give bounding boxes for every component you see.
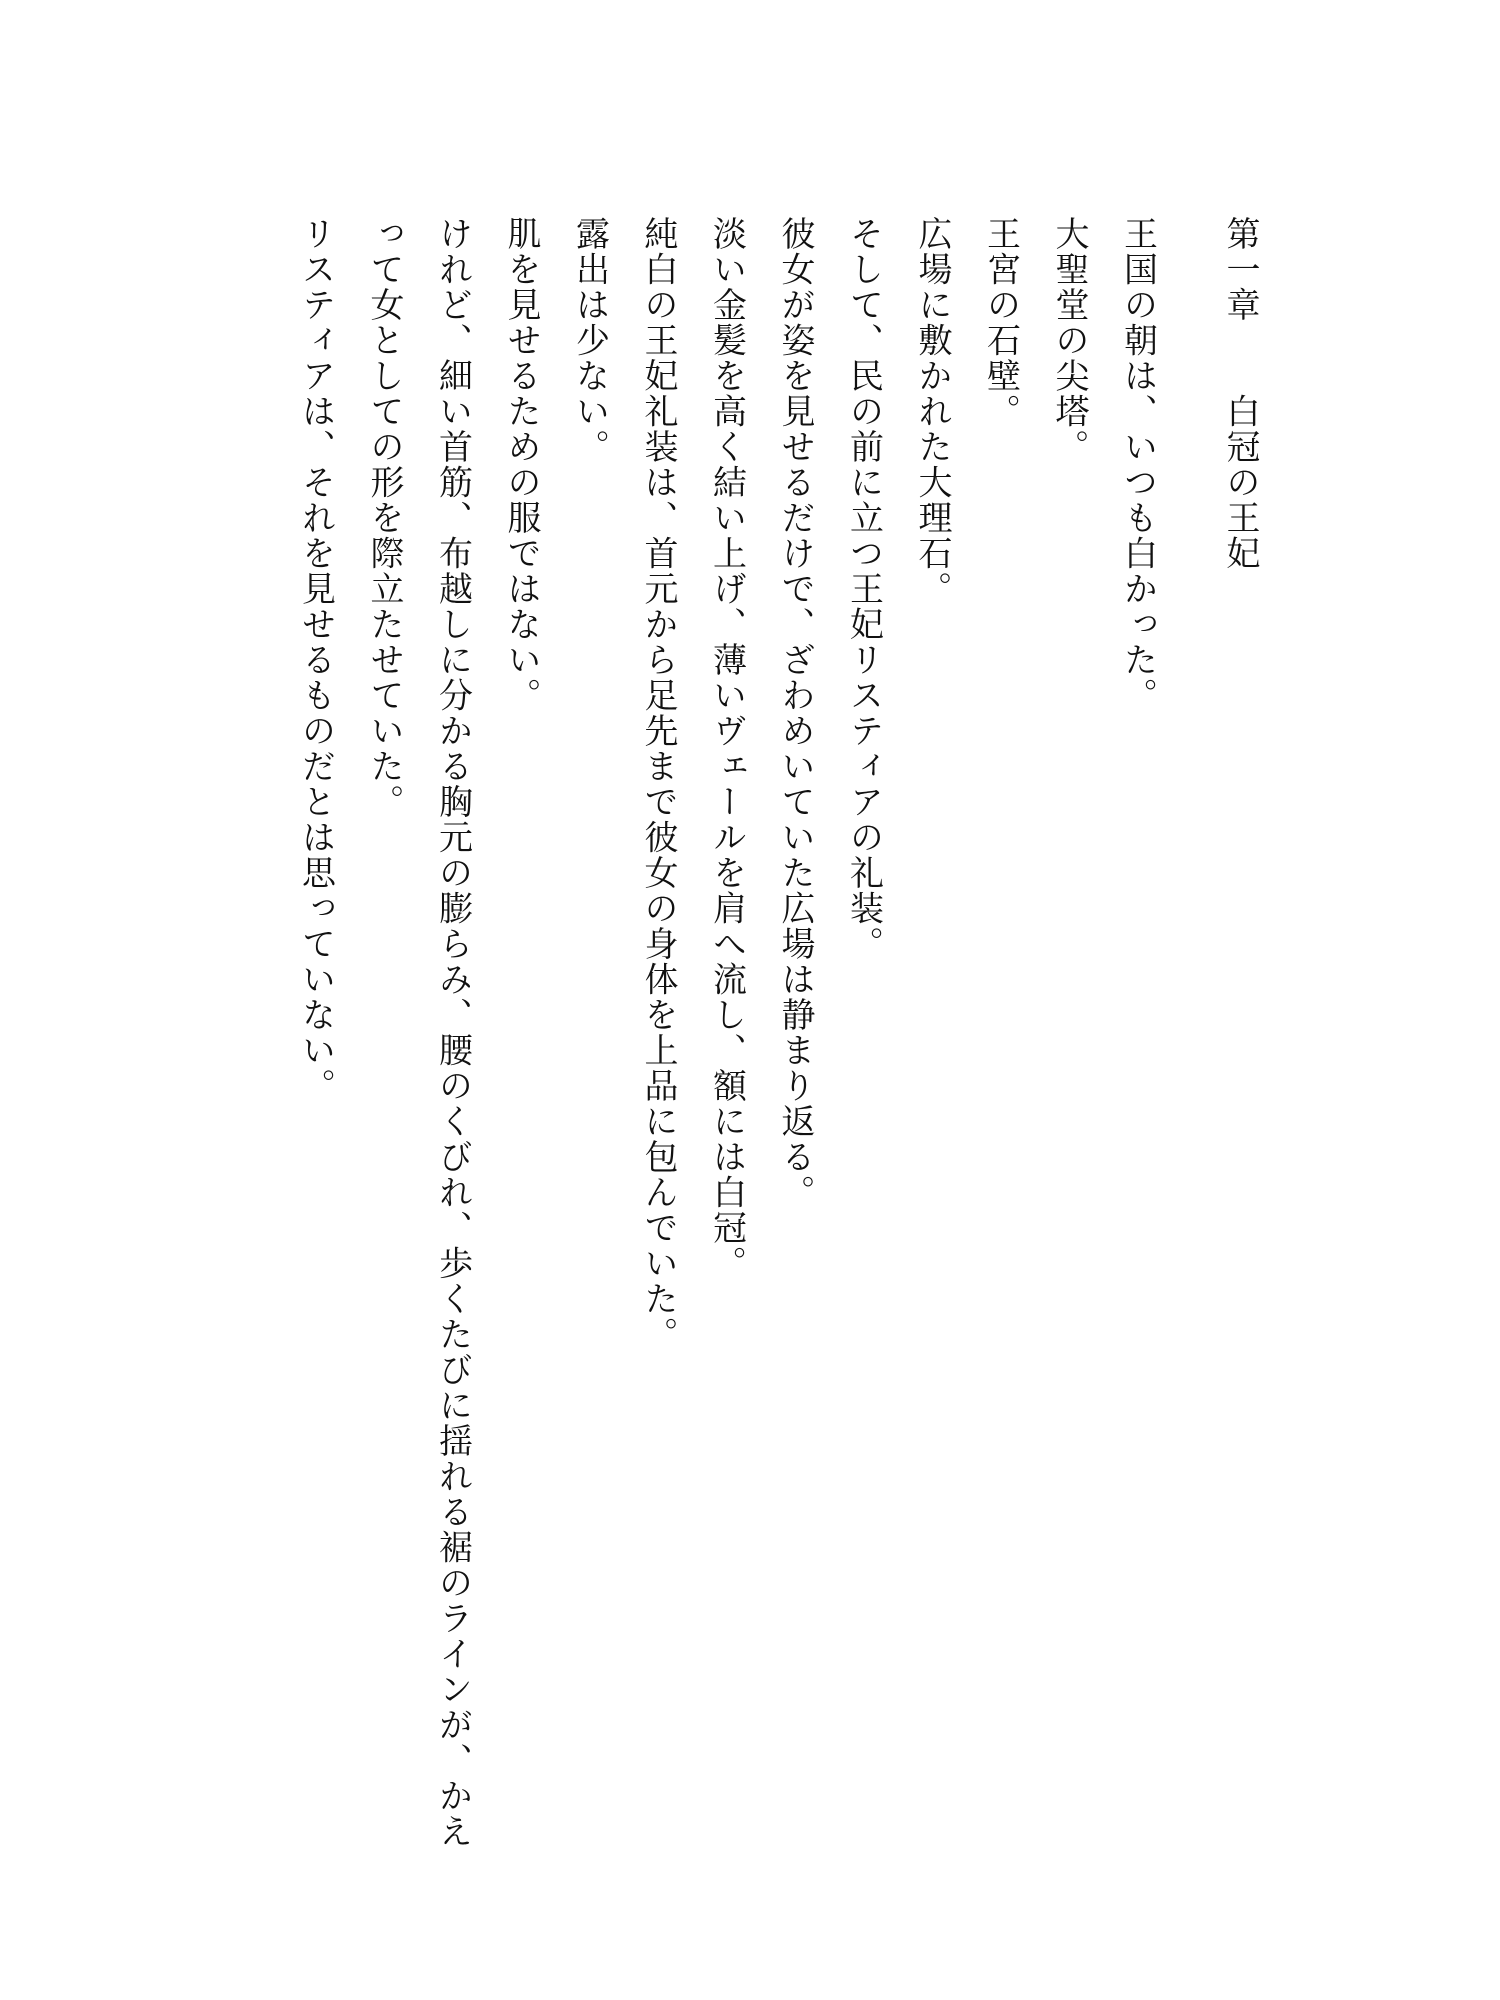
body-line-9: 露出は少ない。 [569, 216, 610, 465]
body-line-11: けれど、細い首筋、布越しに分かる胸元の膨らみ、腰のくびれ、歩くたびに揺れる裾のラインが、かえ [432, 216, 473, 1849]
body-line-5: そして、民の前に立つ王妃リスティアの礼装。 [843, 216, 884, 962]
body-line-12: って女としての形を際立たせていた。 [364, 216, 404, 820]
body-line-1: 王国の朝は、いつも白かった。 [1117, 216, 1158, 713]
vertical-text-column-block [281, 216, 1274, 1849]
chapter-title: 第一章 白冠の王妃 [1220, 216, 1260, 571]
body-line-10: 肌を見せるための服ではない。 [501, 216, 541, 713]
body-line-13: リスティアは、それを見せるものだとは思っていない。 [295, 216, 336, 1104]
body-line-4: 広場に敷かれた大理石。 [912, 216, 952, 607]
body-line-3: 王宮の石壁。 [980, 216, 1021, 429]
body-line-6: 彼女が姿を見せるだけで、ざわめいていた広場は静まり返る。 [775, 216, 815, 1210]
body-line-2: 大聖堂の尖塔。 [1049, 216, 1089, 465]
body-line-7: 淡い金髪を高く結い上げ、薄いヴェールを肩へ流し、額には白冠。 [706, 216, 747, 1281]
body-line-8: 純白の王妃礼装は、首元から足先まで彼女の身体を上品に包んでいた。 [638, 216, 678, 1352]
